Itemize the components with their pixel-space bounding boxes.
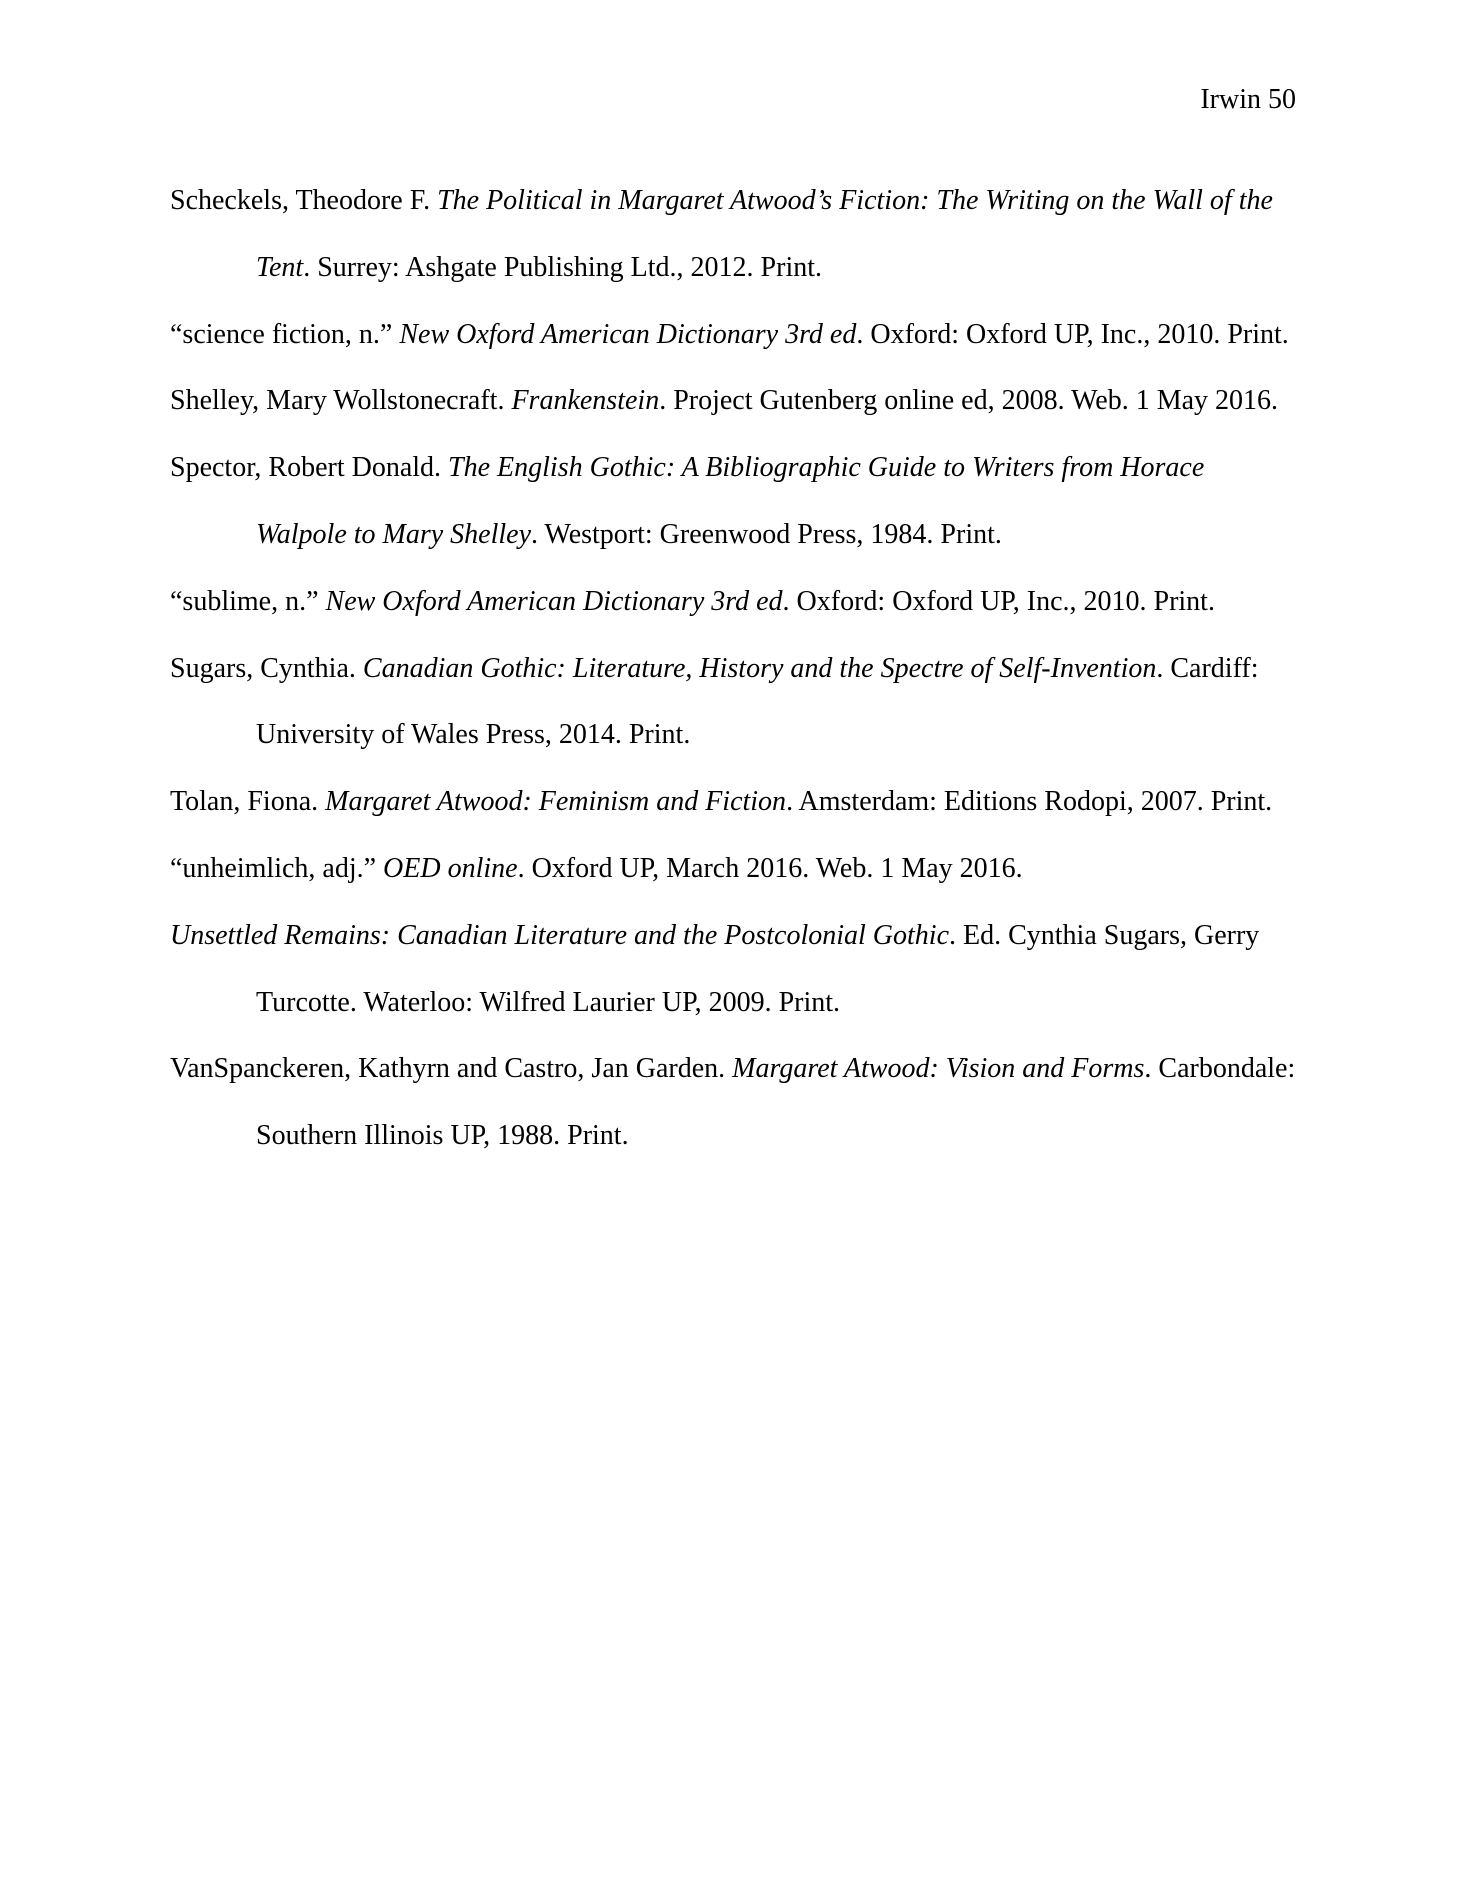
citation-publication: . Oxford: Oxford UP, Inc., 2010. Print.	[782, 585, 1215, 617]
running-head: Irwin 50	[1200, 84, 1296, 115]
citation-publication: . Amsterdam: Editions Rodopi, 2007. Print.	[786, 786, 1273, 818]
citation-title: Frankenstein	[511, 385, 660, 417]
citation-author: “unheimlich, adj.”	[170, 852, 384, 884]
citation-entry	[170, 636, 1300, 770]
citation-author: Tolan, Fiona.	[170, 786, 326, 818]
citation-publication: . Oxford: Oxford UP, Inc., 2010. Print.	[856, 318, 1289, 350]
citation-entry	[170, 435, 1300, 569]
citation-author: “science fiction, n.”	[170, 318, 400, 350]
citation-title: OED online	[383, 852, 518, 884]
citation-title: Margaret Atwood: Vision and Forms	[732, 1053, 1145, 1085]
citation-title: New Oxford American Dictionary 3rd ed	[399, 318, 857, 350]
citation-entry	[170, 302, 1300, 369]
citation-title: The Political in Margaret Atwood’s Fiction: The Writing on the Wall of the Tent	[256, 185, 1273, 283]
citation-author: Sugars, Cynthia.	[170, 652, 363, 684]
citation-title: Unsettled Remains: Canadian Literature and the Postcolonial Gothic	[170, 919, 949, 951]
citation-publication: . Cardiff: University of Wales Press, 2014. Print.	[256, 652, 1259, 751]
citation-entry	[170, 1036, 1300, 1170]
citation-author: Spector, Robert Donald.	[170, 452, 449, 484]
citation-entry	[170, 168, 1300, 302]
citation-author: “sublime, n.”	[170, 585, 326, 617]
citation-entry	[170, 769, 1300, 836]
citation-title: Margaret Atwood: Feminism and Fiction	[325, 786, 787, 818]
citation-title: Canadian Gothic: Literature, History and the Spectre of Self-Invention	[362, 652, 1157, 684]
citation-publication: . Ed. Cynthia Sugars, Gerry Turcotte. Waterloo: Wilfred Laurier UP, 2009. Print.	[256, 919, 1260, 1018]
citation-publication: . Surrey: Ashgate Publishing Ltd., 2012. Print.	[303, 251, 822, 283]
citation-publication: . Project Gutenberg online ed, 2008. Web. 1 May 2016.	[659, 385, 1279, 417]
citation-title: The English Gothic: A Bibliographic Guide to Writers from Horace Walpole to Mary Shelley	[256, 452, 1205, 550]
works-cited-list	[170, 168, 1300, 1170]
citation-entry	[170, 569, 1300, 636]
citation-entry	[170, 836, 1300, 903]
citation-author: VanSpanckeren, Kathyrn and Castro, Jan Garden.	[170, 1053, 733, 1085]
citation-publication: . Oxford UP, March 2016. Web. 1 May 2016.	[517, 852, 1023, 884]
citation-entry	[170, 903, 1300, 1037]
citation-publication: . Carbondale: Southern Illinois UP, 1988. Print.	[256, 1053, 1296, 1152]
citation-author: Shelley, Mary Wollstonecraft.	[170, 385, 512, 417]
citation-publication: . Westport: Greenwood Press, 1984. Print.	[531, 518, 1002, 550]
citation-author: Scheckels, Theodore F.	[170, 185, 438, 216]
citation-entry	[170, 368, 1300, 435]
citation-title: New Oxford American Dictionary 3rd ed	[325, 585, 783, 617]
